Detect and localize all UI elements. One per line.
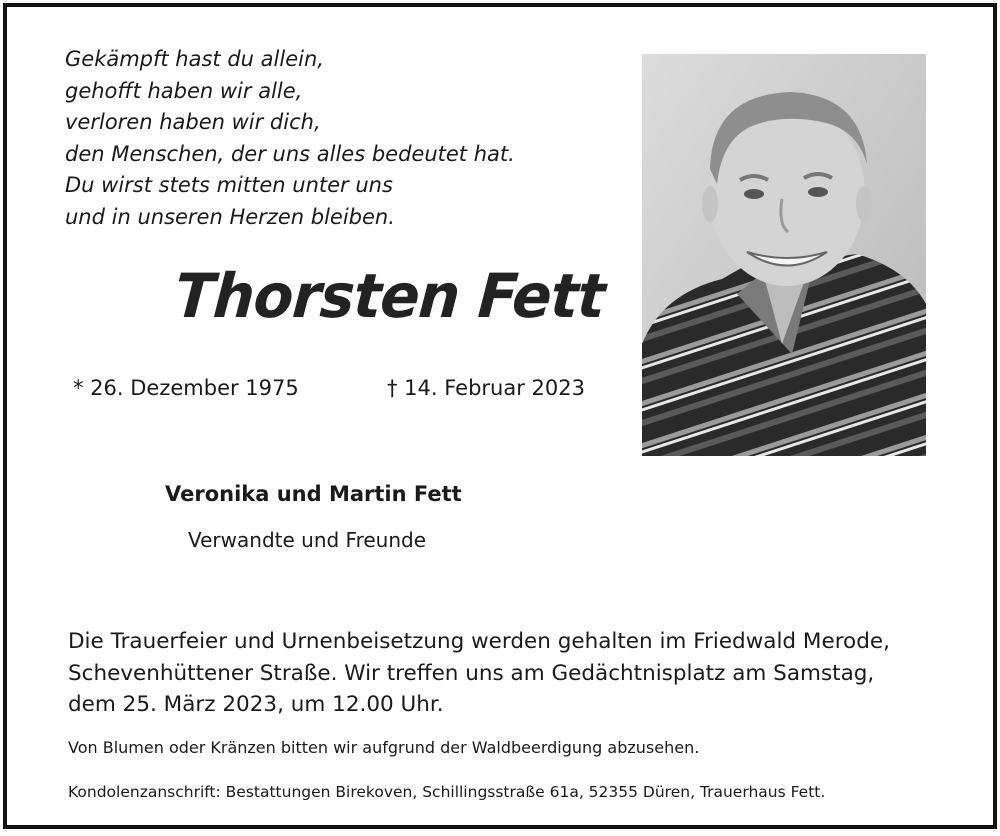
condolence-address: Kondolenzanschrift: Bestattungen Birekoven, Schillingsstraße 61a, 52355 Düren, Trauerhaus Fett. (68, 783, 826, 801)
poem-line: gehofft haben wir alle, (65, 78, 303, 103)
poem (65, 44, 515, 233)
flowers-note: Von Blumen oder Kränzen bitten wir aufgrund der Waldbeerdigung abzusehen. (68, 738, 700, 757)
ceremony-line: Die Trauerfeier und Urnenbeisetzung werden gehalten im Friedwald Merode, (68, 629, 890, 654)
poem-line: Gekämpft hast du allein, (65, 47, 324, 71)
deceased-name: Thorsten Fett (172, 260, 607, 332)
poem-line: Du wirst stets mitten unter uns (65, 173, 393, 197)
relatives-line: Verwandte und Freunde (188, 528, 427, 552)
birth-date: * 26. Dezember 1975 (73, 376, 299, 400)
ceremony-line: Schevenhüttener Straße. Wir treffen uns am Gedächtnisplatz am Samstag, (68, 660, 875, 686)
death-date: † 14. Februar 2023 (387, 376, 585, 400)
ceremony-line: dem 25. März 2023, um 12.00 Uhr. (68, 692, 444, 717)
poem-line: den Menschen, der uns alles bedeutet hat. (65, 141, 515, 166)
family-names: Veronika und Martin Fett (165, 482, 462, 506)
poem-line: verloren haben wir dich, (65, 110, 321, 134)
ceremony-info (68, 626, 890, 721)
poem-line: und in unseren Herzen bleiben. (65, 204, 395, 229)
portrait-photo (642, 54, 926, 456)
portrait-illustration (642, 54, 926, 456)
